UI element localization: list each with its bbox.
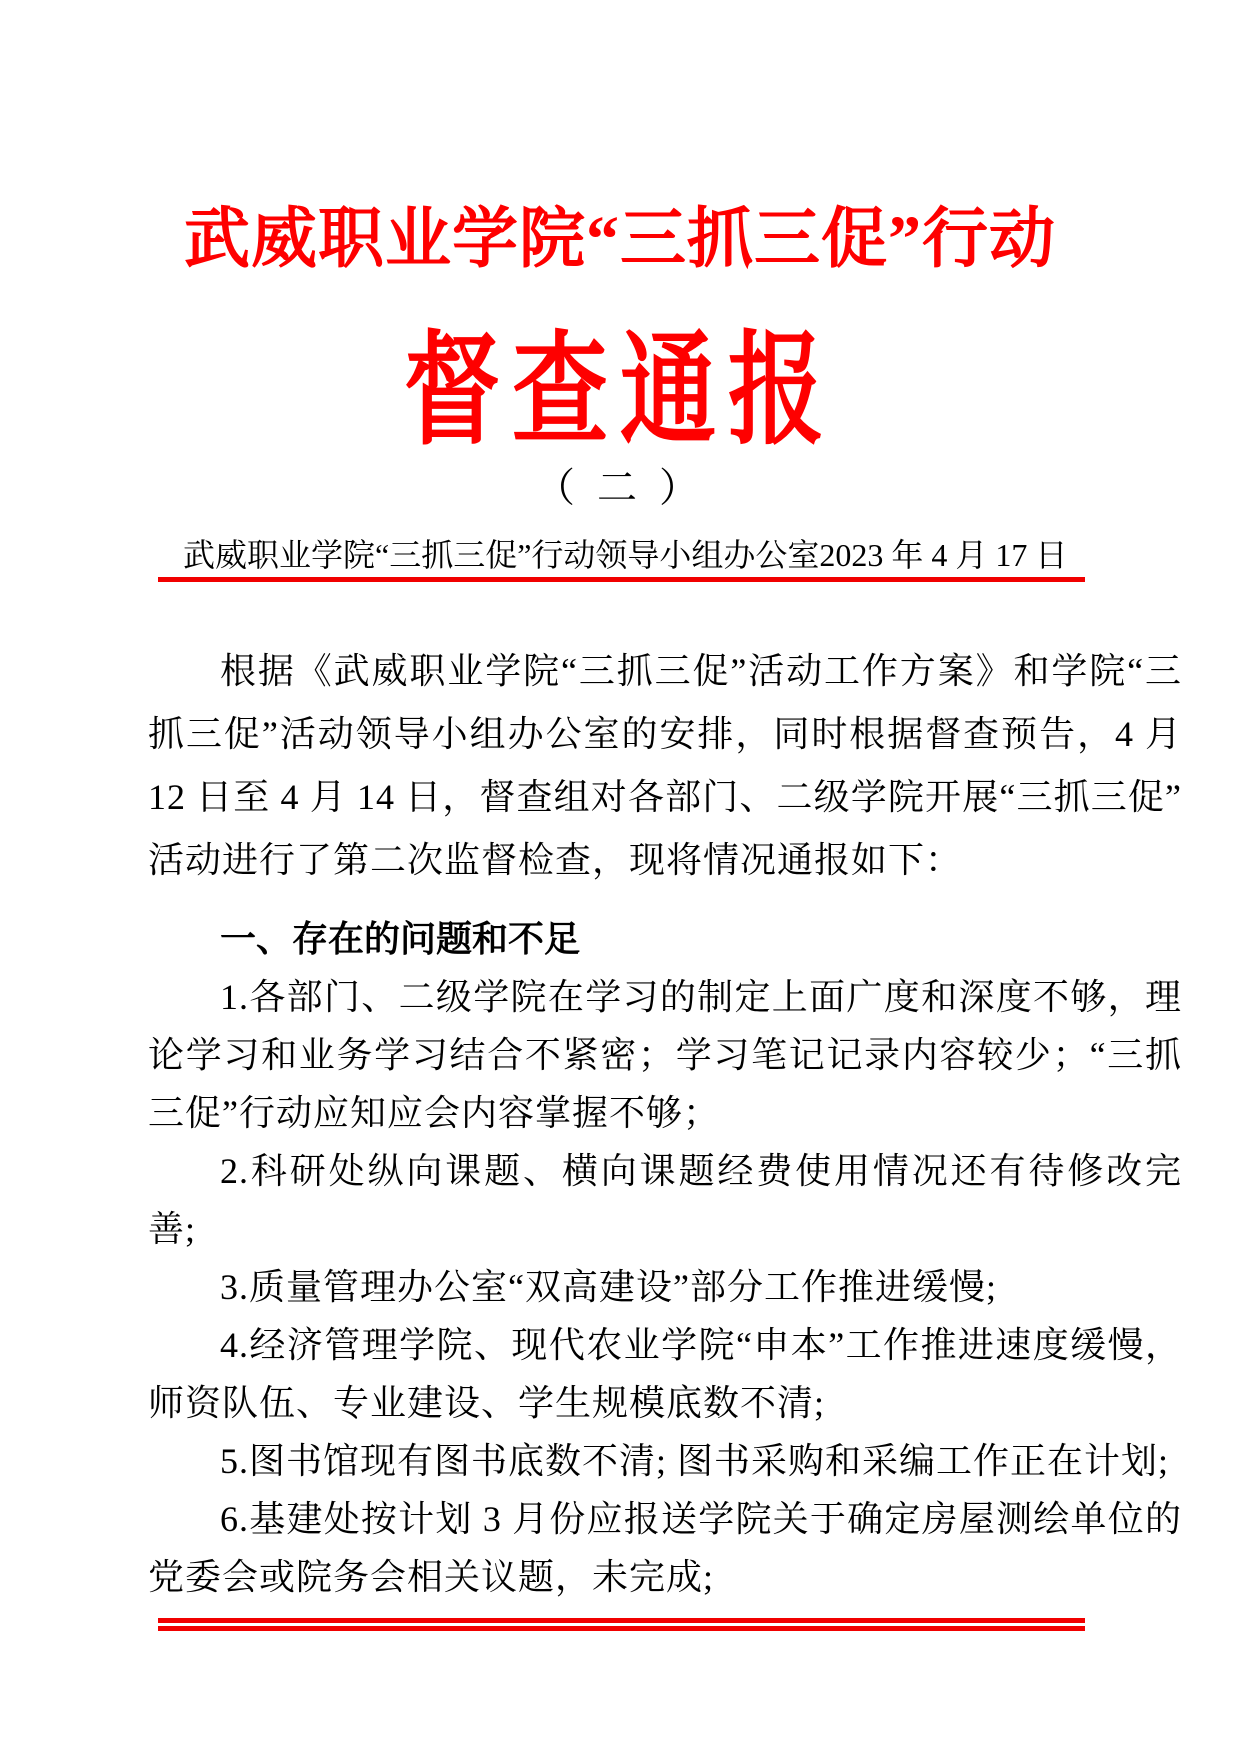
notice-item-5: 5.图书馆现有图书底数不清; 图书采购和采编工作正在计划; (220, 1441, 1170, 1481)
issue-number: （ 二 ） (535, 465, 705, 510)
byline-row (158, 536, 1085, 574)
section-heading: 一、存在的问题和不足 (220, 918, 581, 959)
document-body (148, 640, 1182, 1606)
issue-date: 2023 年 4 月 17 日 (819, 537, 1068, 573)
intro-paragraph: 根据《武威职业学院“三抓三促”活动工作方案》和学院“三抓三促”活动领导小组办公室的安排，同时根据督查预告，4 月 12 日至 4 月 14 日，督查组对各部门、二级学院开展“三抓三促”活动进行了第二次监督检查，现将情况通报如下： (148, 651, 1182, 880)
notice-item-6: 6.基建处按计划 3 月份应报送学院关于确定房屋测绘单位的党委会或院务会相关议题，未完成; (148, 1499, 1182, 1597)
notice-item-2: 2.科研处纵向课题、横向课题经费使用情况还有待修改完善; (148, 1151, 1182, 1249)
document-title-line1: 武威职业学院“三抓三促”行动 (184, 203, 1056, 276)
footer-rule-upper (158, 1618, 1085, 1623)
notice-item-4: 4.经济管理学院、现代农业学院“申本”工作推进速度缓慢，师资队伍、专业建设、学生规模底数不清; (148, 1325, 1182, 1423)
notice-item-3: 3.质量管理办公室“双高建设”部分工作推进缓慢; (220, 1267, 997, 1307)
issuing-office: 武威职业学院“三抓三促”行动领导小组办公室 (183, 537, 820, 573)
header-rule (158, 577, 1085, 582)
footer-rule-lower (158, 1626, 1085, 1631)
notice-item-1: 1.各部门、二级学院在学习的制定上面广度和深度不够，理论学习和业务学习结合不紧密；学习笔记记录内容较少；“三抓三促”行动应知应会内容掌握不够； (148, 977, 1182, 1133)
document-title-line2: 督查通报 (404, 322, 836, 460)
